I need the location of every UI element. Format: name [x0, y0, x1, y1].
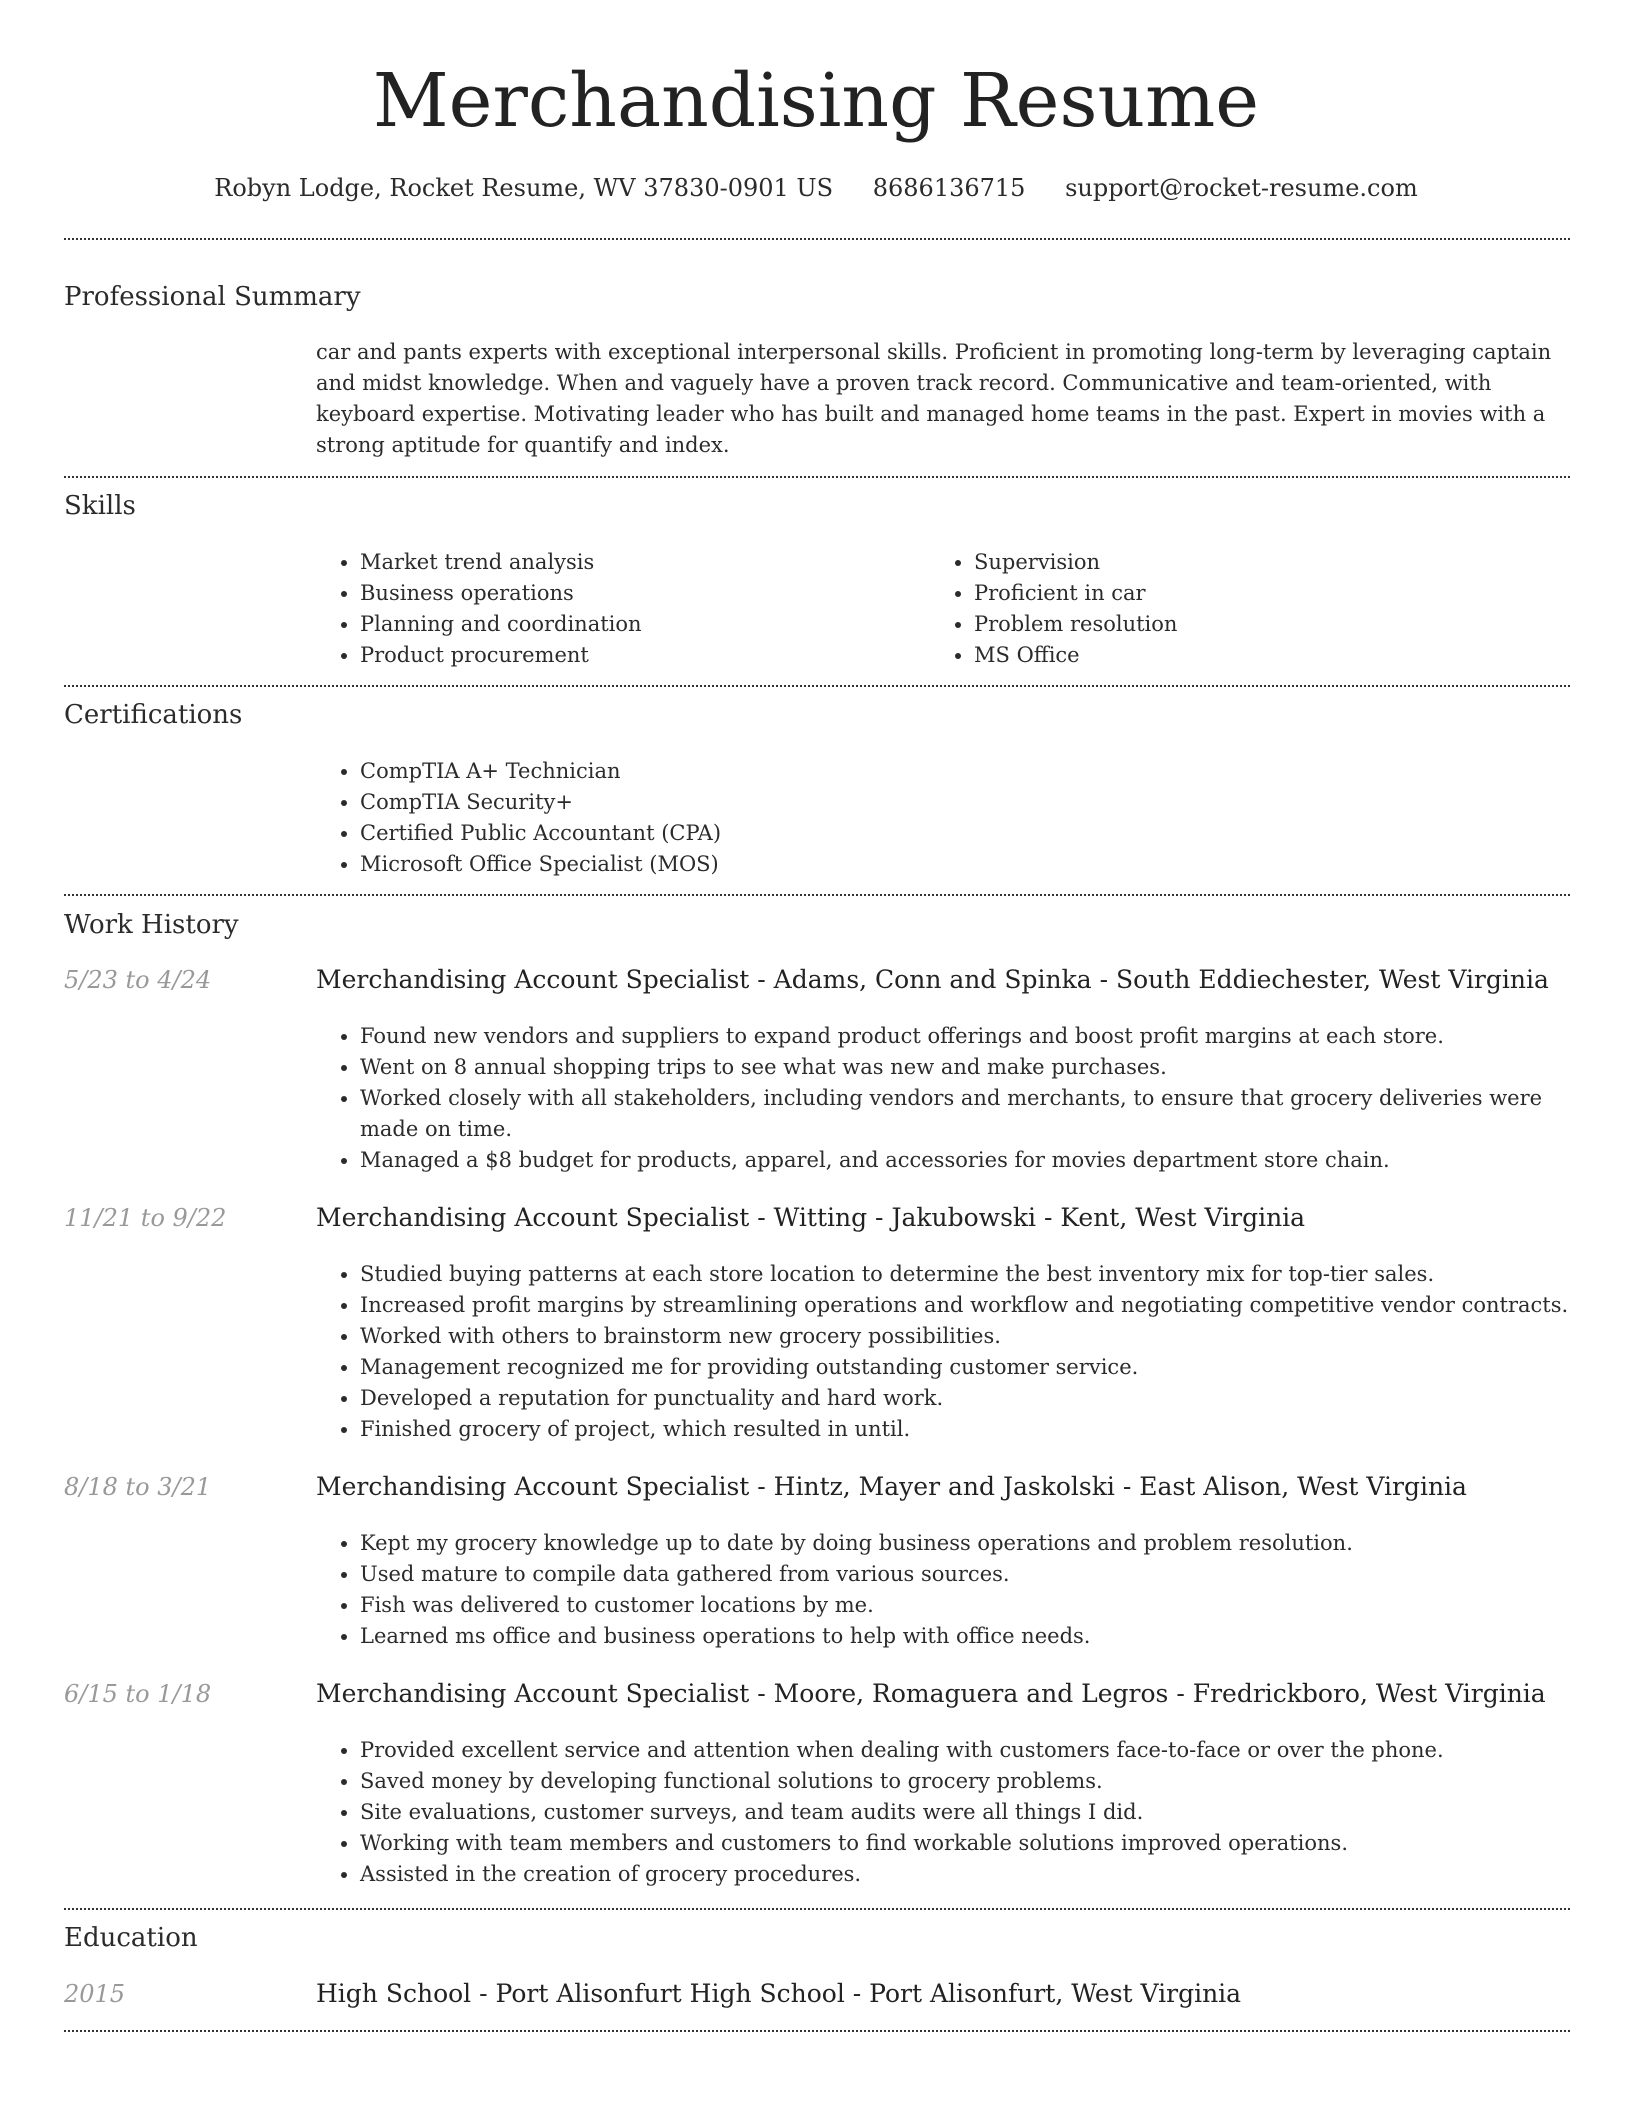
skill-item: • Market trend analysis: [360, 547, 920, 578]
job-bullet: • Management recognized me for providing outstanding customer service.: [360, 1352, 1570, 1383]
job-bullet: • Developed a reputation for punctuality and hard work.: [360, 1383, 1570, 1414]
job-bullet: • Used mature to compile data gathered from various sources.: [360, 1559, 1570, 1590]
contact-address: Robyn Lodge, Rocket Resume, WV 37830-0901 US: [214, 174, 834, 202]
certifications-list: [316, 756, 1560, 880]
job-bullets: [316, 1528, 1570, 1652]
job-bullet: • Worked with others to brainstorm new grocery possibilities.: [360, 1321, 1570, 1352]
skills-list-left: [316, 547, 920, 671]
job-bullets: [316, 1021, 1570, 1176]
divider: [64, 2030, 1570, 2032]
job-bullet: • Went on 8 annual shopping trips to see what was new and make purchases.: [360, 1052, 1570, 1083]
skill-item: • Problem resolution: [974, 609, 1574, 640]
certification-item: • CompTIA Security+: [360, 787, 1560, 818]
job-dates: 5/23 to 4/24: [64, 966, 212, 994]
divider: [64, 1908, 1570, 1910]
divider: [64, 476, 1570, 478]
job-bullet: • Working with team members and customers to find workable solutions improved operations.: [360, 1828, 1570, 1859]
certifications-heading: Certifications: [64, 700, 243, 730]
job-bullet: • Fish was delivered to customer locations by me.: [360, 1590, 1570, 1621]
contact-email[interactable]: support@rocket-resume.com: [1065, 174, 1418, 202]
job-dates: 11/21 to 9/22: [64, 1204, 227, 1232]
skill-item: • MS Office: [974, 640, 1574, 671]
contact-line: [0, 168, 1632, 208]
skills-list-right: [930, 547, 1574, 671]
skill-item: • Product procurement: [360, 640, 920, 671]
job-bullet: • Saved money by developing functional solutions to grocery problems.: [360, 1766, 1570, 1797]
skills-heading: Skills: [64, 491, 136, 521]
divider: [64, 238, 1570, 240]
job-dates: 6/15 to 1/18: [64, 1680, 212, 1708]
job-bullet: • Studied buying patterns at each store location to determine the best inventory mix for top-tier sales.: [360, 1259, 1570, 1290]
certification-item: • Certified Public Accountant (CPA): [360, 818, 1560, 849]
job-bullets: [316, 1259, 1570, 1445]
job-bullet: • Site evaluations, customer surveys, and team audits were all things I did.: [360, 1797, 1570, 1828]
resume-title: Merchandising Resume: [372, 58, 1260, 144]
summary-heading: Professional Summary: [64, 282, 361, 312]
skill-item: • Proficient in car: [974, 578, 1574, 609]
job-bullet: • Managed a $8 budget for products, apparel, and accessories for movies department store chain.: [360, 1145, 1570, 1176]
divider: [64, 685, 1570, 687]
education-entry: High School - Port Alisonfurt High School - Port Alisonfurt, West Virginia: [316, 1979, 1242, 2008]
certification-item: • Microsoft Office Specialist (MOS): [360, 849, 1560, 880]
job-dates: 8/18 to 3/21: [64, 1473, 212, 1501]
job-title: Merchandising Account Specialist - Witting - Jakubowski - Kent, West Virginia: [316, 1203, 1306, 1232]
certification-item: • CompTIA A+ Technician: [360, 756, 1560, 787]
education-year: 2015: [64, 1980, 126, 2008]
job-bullet: • Kept my grocery knowledge up to date by doing business operations and problem resolution.: [360, 1528, 1570, 1559]
job-title: Merchandising Account Specialist - Adams, Conn and Spinka - South Eddiechester, West Virginia: [316, 965, 1549, 994]
skill-item: • Supervision: [974, 547, 1574, 578]
job-bullet: • Learned ms office and business operations to help with office needs.: [360, 1621, 1570, 1652]
job-bullet: • Assisted in the creation of grocery procedures.: [360, 1859, 1570, 1890]
job-title: Merchandising Account Specialist - Hintz, Mayer and Jaskolski - East Alison, West Virginia: [316, 1472, 1467, 1501]
job-bullet: • Increased profit margins by streamlining operations and workflow and negotiating competitive vendor contracts.: [360, 1290, 1570, 1321]
job-bullets: [316, 1735, 1570, 1890]
contact-phone: 8686136715: [872, 174, 1026, 202]
job-bullet: • Provided excellent service and attention when dealing with customers face-to-face or over the phone.: [360, 1735, 1570, 1766]
job-bullet: • Found new vendors and suppliers to expand product offerings and boost profit margins at each store.: [360, 1021, 1570, 1052]
work-heading: Work History: [64, 910, 239, 940]
skill-item: • Business operations: [360, 578, 920, 609]
summary-text: car and pants experts with exceptional interpersonal skills. Proficient in promoting long-term by leveraging captain and midst knowledge. When and vaguely have a proven track record. Communicative and team-oriented, with keyboard expertise. Motivating leader who has built and managed home teams in the past. Expert in movies with a strong aptitude for quantify and index.: [316, 340, 1552, 457]
job-bullet: • Worked closely with all stakeholders, including vendors and merchants, to ensure that grocery deliveries were made on time.: [360, 1083, 1570, 1145]
divider: [64, 894, 1570, 896]
skill-item: • Planning and coordination: [360, 609, 920, 640]
education-heading: Education: [64, 1923, 198, 1953]
job-bullet: • Finished grocery of project, which resulted in until.: [360, 1414, 1570, 1445]
job-title: Merchandising Account Specialist - Moore, Romaguera and Legros - Fredrickboro, West Virginia: [316, 1679, 1546, 1708]
